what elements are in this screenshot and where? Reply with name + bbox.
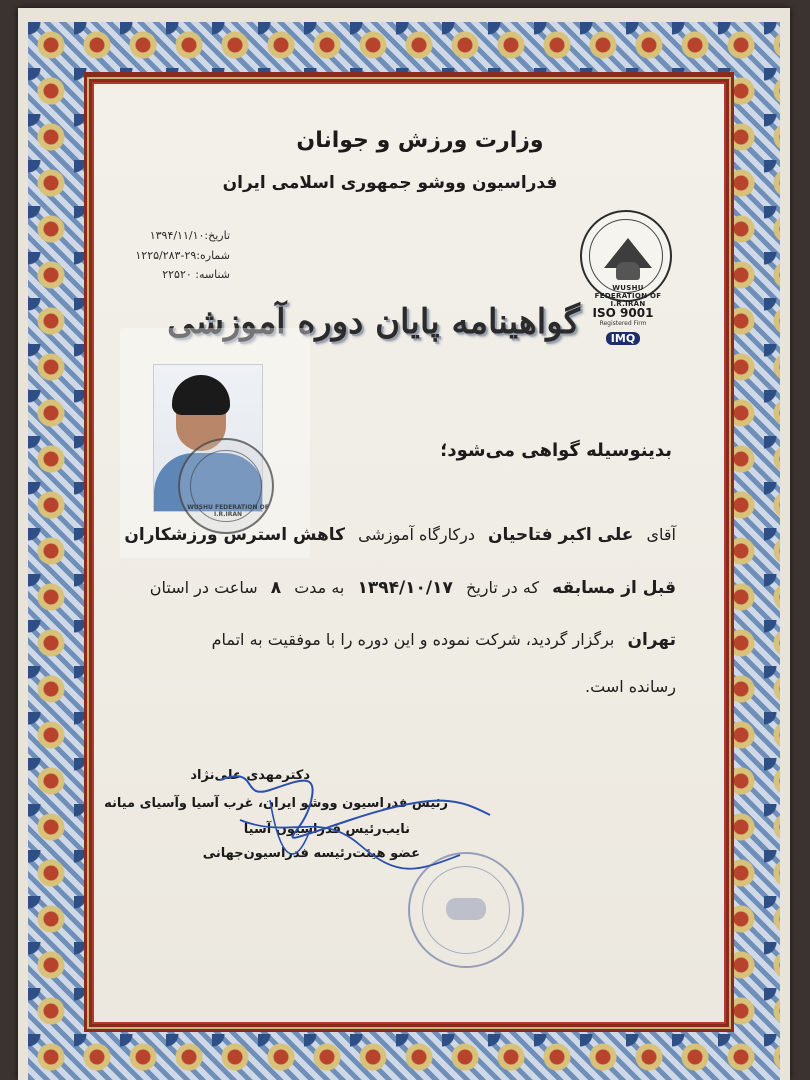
stamp-emblem-icon bbox=[446, 898, 486, 920]
certificate-id: شناسه: ۲۲۵۲۰ bbox=[162, 268, 230, 281]
duration-label: به مدت bbox=[294, 578, 345, 597]
federation-heading: فدراسیون ووشو جمهوری اسلامی ایران bbox=[222, 173, 558, 193]
title-prefix: آقای bbox=[646, 525, 676, 544]
duration-value: ۸ bbox=[270, 578, 282, 598]
photo-embossed-seal bbox=[178, 438, 274, 534]
signatory-title-2: نایب‌رئیس فدراسیون آسیا bbox=[243, 822, 410, 837]
signatory-title-3: عضو هیئت‌رئیسه فدراسیون‌جهانی bbox=[202, 846, 420, 861]
seal-text: WUSHU FEDERATION OF I.R.IRAN bbox=[187, 504, 269, 518]
hours-province-label: ساعت در استان bbox=[149, 578, 258, 597]
completion-text: برگزار گردید، شرکت نموده و این دوره را با موفقیت به اتمام bbox=[211, 630, 615, 649]
reference-number: شماره:۲۹-۱۲۲۵/۲۸۳ bbox=[135, 249, 230, 262]
body-line-4: رسانده است. bbox=[585, 677, 676, 696]
ministry-heading: وزارت ورزش و جوانان bbox=[296, 128, 544, 153]
province-name: تهران bbox=[627, 630, 676, 650]
body-line-2 bbox=[120, 578, 676, 598]
photo-hair bbox=[172, 375, 230, 415]
recipient-name: علی اکبر فتاحیان bbox=[488, 525, 634, 545]
iso-badge bbox=[588, 306, 658, 346]
body-line-3 bbox=[120, 630, 676, 650]
hereby-certified: بدینوسیله گواهی می‌شود؛ bbox=[440, 440, 672, 461]
fighter-icon bbox=[616, 262, 640, 280]
workshop-label: درکارگاه آموزشی bbox=[358, 525, 475, 544]
date-label: که در تاریخ bbox=[466, 578, 540, 597]
logo-text: WUSHU FEDERATION OF I.R.IRAN bbox=[594, 284, 662, 308]
imq-badge: IMQ bbox=[606, 332, 640, 345]
issue-date: تاریخ:۱۳۹۴/۱۱/۱۰ bbox=[149, 229, 230, 242]
iso-title: ISO 9001 bbox=[592, 306, 654, 320]
iso-subtitle: Registered Firm bbox=[599, 320, 647, 327]
signatory-name: دکترمهدی علی‌نژاد bbox=[190, 768, 310, 783]
course-date: ۱۳۹۴/۱۰/۱۷ bbox=[357, 578, 453, 598]
body-line-1 bbox=[120, 525, 676, 545]
certificate-title: گواهینامه پایان دوره آموزشی bbox=[167, 302, 580, 342]
course-name-end: قبل از مسابقه bbox=[552, 578, 676, 598]
course-name: کاهش استرس ورزشکاران bbox=[124, 525, 346, 545]
official-stamp bbox=[408, 852, 524, 968]
signatory-title-1: رئیس فدراسیون ووشو ایران، غرب آسیا وآسیای میانه bbox=[104, 796, 448, 811]
federation-logo bbox=[580, 210, 672, 308]
